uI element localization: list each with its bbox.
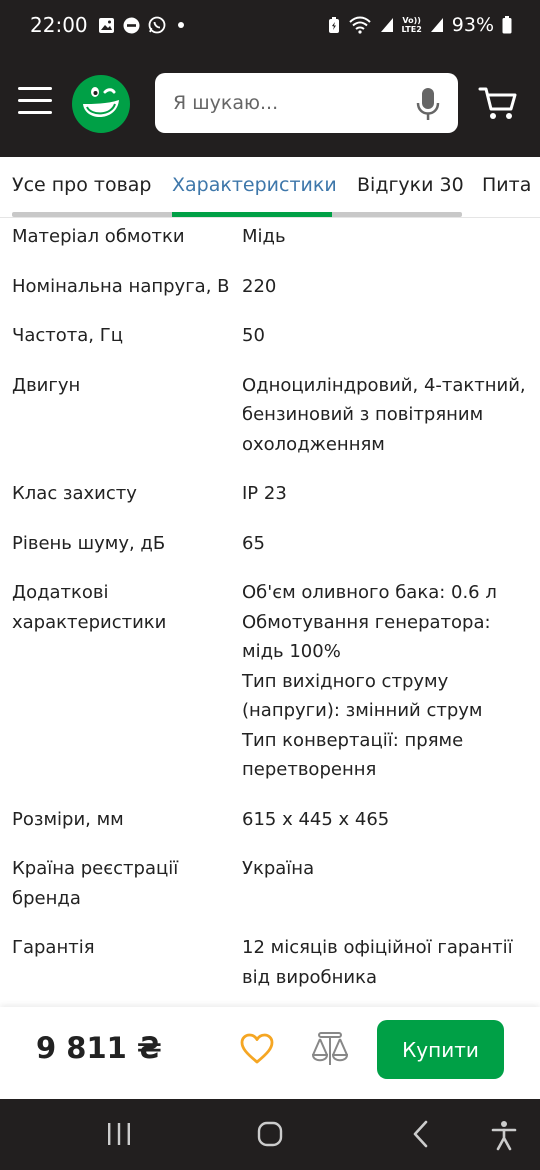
rozetka-logo[interactable] <box>71 74 131 134</box>
tab-all-about-product[interactable]: Усе про товар <box>12 174 152 196</box>
cart-icon[interactable] <box>478 85 518 121</box>
do-not-disturb-icon <box>123 17 140 34</box>
tab-questions[interactable]: Пита <box>482 174 532 196</box>
characteristic-label: Гарантія <box>12 937 95 958</box>
characteristics-list <box>12 222 532 1012</box>
characteristic-label: Додаткові характеристики <box>12 582 167 633</box>
characteristic-label: Матеріал обмотки <box>12 226 185 247</box>
notification-dot <box>178 22 184 28</box>
characteristic-row <box>12 529 532 559</box>
buy-button[interactable]: Купити <box>377 1020 504 1079</box>
characteristic-label: Двигун <box>12 374 81 396</box>
signal-icon-2 <box>430 17 444 33</box>
characteristic-value[interactable]: 615 x 445 x 465 <box>242 808 390 830</box>
recent-apps-icon[interactable] <box>106 1119 132 1149</box>
network-type: Vo)) LTE2 <box>401 16 422 34</box>
characteristic-label: Рівень шуму, дБ <box>12 532 166 554</box>
characteristic-row <box>12 854 532 913</box>
characteristic-value[interactable]: Одноциліндровий, 4-тактний, бензиновий з повітряним охолодженням <box>242 374 526 455</box>
characteristic-row <box>12 578 532 785</box>
whatsapp-icon <box>148 16 166 34</box>
characteristic-value[interactable]: 65 <box>242 532 265 554</box>
characteristic-row <box>12 805 532 835</box>
characteristic-value: Об'єм оливного бака: 0.6 л Обмотування генератора: мідь 100% Тип вихідного струму (напруги): змінний струм Тип конвертації: пряме перетворення <box>242 582 497 780</box>
characteristic-label: Розміри, мм <box>12 808 124 830</box>
home-icon[interactable] <box>256 1119 284 1149</box>
characteristic-value[interactable]: 50 <box>242 325 265 346</box>
characteristic-label: Клас захисту <box>12 483 137 504</box>
product-tabs <box>0 157 540 218</box>
characteristic-value[interactable]: Україна <box>242 858 315 879</box>
wifi-icon <box>348 16 372 34</box>
microphone-icon[interactable] <box>416 87 440 121</box>
active-tab-indicator <box>172 212 332 217</box>
characteristic-row <box>12 222 532 252</box>
hamburger-icon <box>18 87 52 90</box>
tab-characteristics[interactable]: Характеристики <box>172 174 337 196</box>
characteristic-label: Країна реєстрації бренда <box>12 858 179 909</box>
characteristic-row <box>12 479 532 509</box>
characteristic-row <box>12 272 532 302</box>
battery-percent: 93% <box>451 14 494 36</box>
characteristic-value[interactable]: Мідь <box>242 226 286 247</box>
heart-icon[interactable] <box>240 1033 274 1065</box>
search-input[interactable] <box>173 92 398 114</box>
back-icon[interactable] <box>410 1119 432 1149</box>
battery-icon <box>502 16 512 34</box>
system-navigation-bar <box>0 1099 540 1170</box>
menu-button[interactable] <box>18 87 52 117</box>
status-time: 22:00 <box>30 13 88 37</box>
characteristic-value[interactable]: 220 <box>242 275 277 297</box>
search-bar[interactable] <box>155 73 458 133</box>
tab-reviews[interactable]: Відгуки 30 <box>357 174 464 196</box>
characteristic-value[interactable]: IP 23 <box>242 483 287 504</box>
characteristic-value: 12 місяців офіційної гарантії від виробника <box>242 937 513 988</box>
gallery-icon <box>98 17 115 34</box>
characteristic-row <box>12 371 532 460</box>
app-header <box>0 50 540 157</box>
battery-saver-icon <box>328 16 340 34</box>
characteristic-label: Номінальна напруга, В <box>12 275 230 297</box>
characteristic-row <box>12 933 532 992</box>
scales-icon[interactable] <box>310 1029 350 1069</box>
accessibility-icon[interactable] <box>490 1119 518 1151</box>
characteristic-label: Частота, Гц <box>12 325 123 346</box>
status-bar <box>0 0 540 50</box>
buy-bar <box>0 1007 540 1099</box>
signal-icon <box>380 17 394 33</box>
characteristic-row <box>12 321 532 351</box>
product-price: 9 811 ₴ <box>36 1031 162 1065</box>
